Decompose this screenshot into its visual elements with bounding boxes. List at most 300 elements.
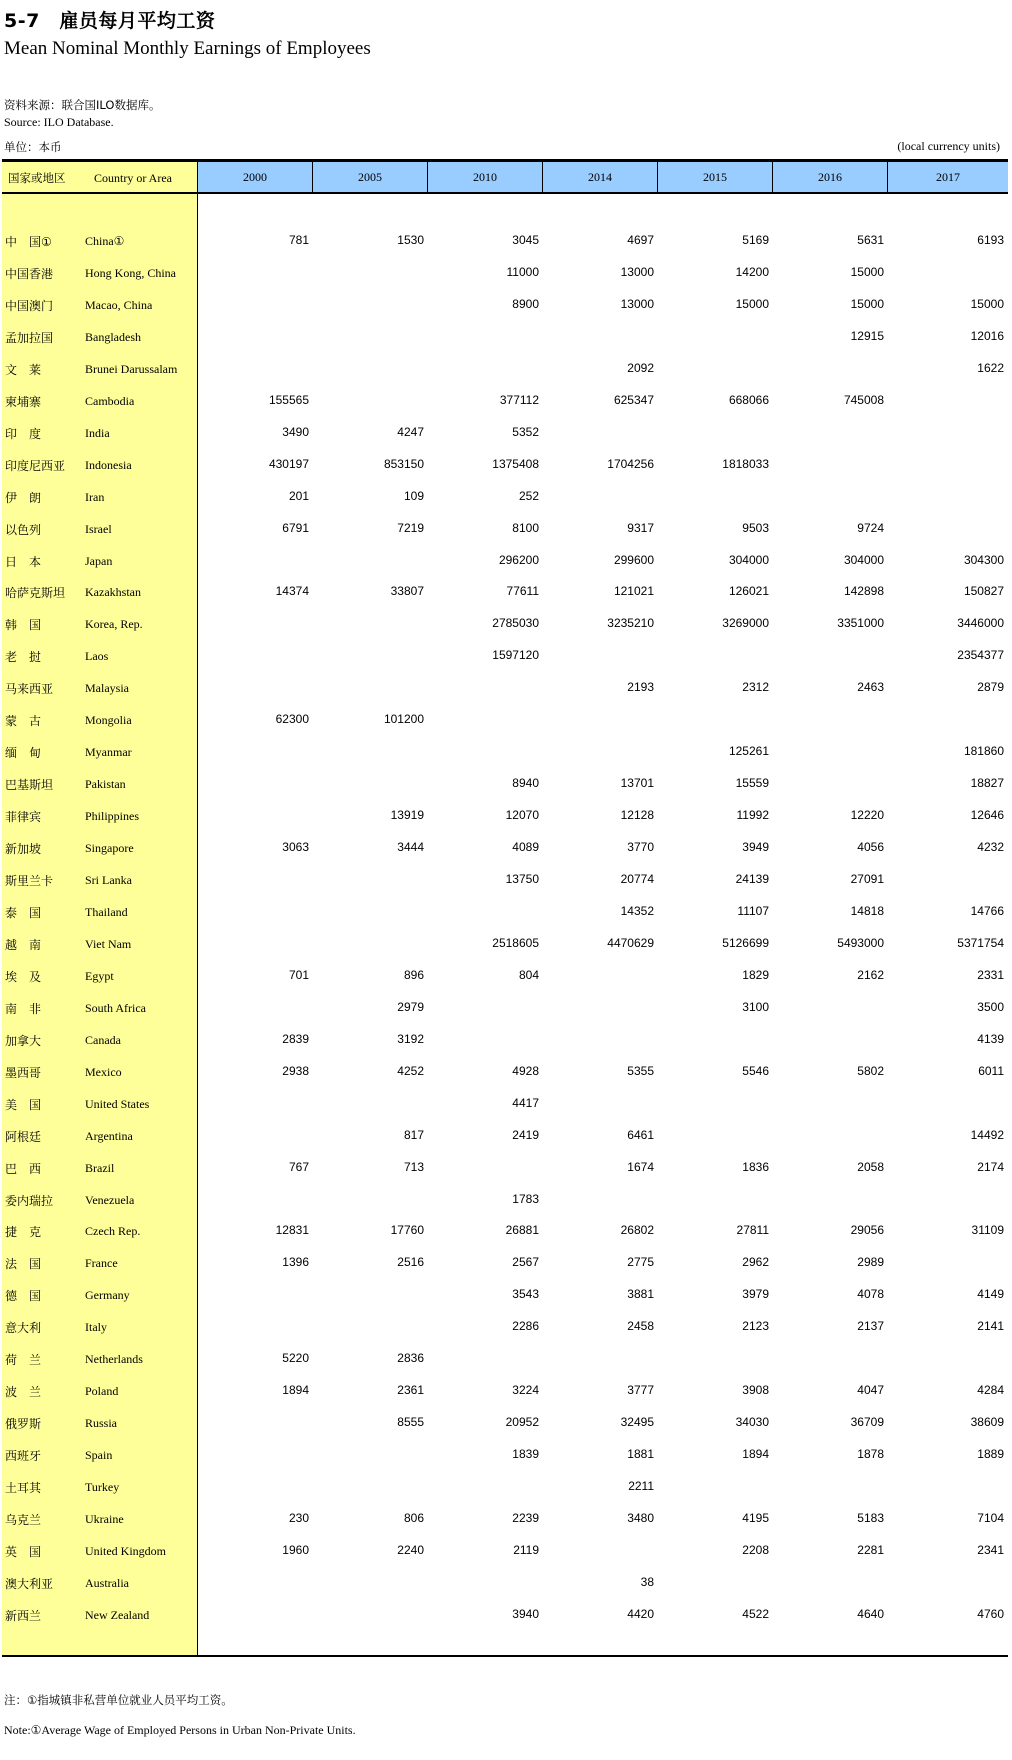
table-header [2,162,1008,192]
value-cell: 8940 [512,776,539,791]
value-cell: 3908 [742,1383,769,1398]
country-name-en: Philippines [85,809,140,824]
value-cell: 13701 [620,776,654,791]
country-name-cn: 中国澳门 [5,298,54,313]
country-name-en: Korea, Rep. [85,617,143,632]
value-cell: 701 [288,967,309,982]
country-name-en: Brazil [85,1160,115,1175]
value-cell: 15000 [970,296,1004,311]
value-cell: 33807 [390,584,424,599]
country-name-en: Germany [85,1288,130,1303]
value-cell: 3949 [742,840,769,855]
value-cell: 1597120 [492,648,539,663]
table-row [2,897,1008,929]
table-row [2,258,1008,290]
value-cell: 5169 [742,233,769,247]
country-name-en: Mongolia [85,713,132,728]
value-cell: 3940 [512,1606,539,1621]
value-cell: 3224 [512,1383,539,1398]
value-cell: 1530 [397,233,424,247]
country-name-cn: 韩 国 [5,618,42,633]
value-cell: 7104 [977,1511,1004,1525]
value-cell: 181860 [963,744,1004,759]
country-name-cn: 委内瑞拉 [5,1193,54,1208]
table-row [2,1504,1008,1536]
country-name-en: Egypt [85,968,114,983]
table-row [2,1376,1008,1408]
value-cell: 32495 [620,1415,654,1430]
value-cell: 20952 [505,1415,539,1430]
table-row [2,1153,1008,1185]
value-cell: 767 [288,1159,309,1174]
country-name-en: Israel [85,521,112,536]
value-cell: 3500 [977,999,1004,1014]
value-cell: 4522 [742,1606,769,1621]
country-name-cn: 加拿大 [5,1033,42,1048]
value-cell: 8555 [397,1415,424,1430]
value-cell: 3777 [627,1383,654,1398]
value-cell: 12646 [970,808,1004,823]
country-name-cn: 以色列 [5,522,42,537]
country-name-en: Thailand [85,904,128,919]
value-cell: 2141 [977,1319,1004,1334]
country-name-cn: 菲律宾 [5,810,42,825]
table-row [2,1344,1008,1376]
value-cell: 5371754 [957,935,1004,950]
value-cell: 4420 [627,1606,654,1621]
value-cell: 1704256 [607,456,654,471]
value-cell: 27091 [850,872,884,886]
value-cell: 8100 [512,520,539,535]
country-name-cn: 英 国 [5,1544,42,1559]
value-cell: 6193 [977,233,1004,247]
value-cell: 1894 [282,1383,309,1398]
value-cell: 4252 [397,1063,424,1078]
value-cell: 4640 [857,1606,884,1621]
value-cell: 1829 [742,967,769,982]
value-cell: 804 [518,967,539,982]
country-name-cn: 墨西哥 [5,1065,42,1080]
value-cell: 109 [403,488,424,503]
value-cell: 14818 [850,903,884,918]
country-name-cn: 埃 及 [5,969,42,984]
header-country-cell [2,162,198,192]
value-cell: 1375408 [492,456,539,471]
country-name-en: Venezuela [85,1192,135,1207]
value-cell: 1894 [742,1447,769,1462]
value-cell: 12915 [850,328,884,343]
value-cell: 6461 [627,1127,654,1142]
table-row [2,1600,1008,1632]
value-cell: 150827 [963,584,1004,599]
table-row [2,482,1008,514]
value-cell: 36709 [850,1415,884,1430]
value-cell: 5183 [857,1511,884,1525]
value-cell: 2518605 [492,935,539,950]
value-cell: 2058 [857,1159,884,1174]
value-cell: 14200 [735,264,769,279]
value-cell: 12831 [275,1223,309,1238]
table-row [2,450,1008,482]
value-cell: 3269000 [722,616,769,631]
value-cell: 121021 [613,584,654,599]
country-name-cn: 马来西亚 [5,682,54,697]
country-name-cn: 斯里兰卡 [5,874,54,888]
country-name-en: Czech Rep. [85,1224,141,1239]
value-cell: 11107 [737,903,769,918]
value-cell: 9317 [627,520,654,535]
value-cell: 5352 [512,424,539,439]
value-cell: 1889 [977,1447,1004,1462]
value-cell: 1881 [627,1447,654,1462]
table-row [2,833,1008,865]
country-name-en: Argentina [85,1128,133,1143]
country-name-en: Japan [85,553,113,568]
header-year: 2015 [658,162,773,192]
value-cell: 12128 [620,808,654,823]
value-cell: 2354377 [957,648,1004,663]
table-row [2,1568,1008,1600]
value-cell: 1839 [512,1447,539,1462]
value-cell: 4056 [857,840,884,855]
value-cell: 4078 [857,1287,884,1302]
table-row [2,1089,1008,1121]
table-row [2,354,1008,386]
country-name-en: Cambodia [85,393,135,408]
value-cell: 6011 [978,1063,1004,1078]
country-name-cn: 土耳其 [5,1481,42,1496]
country-name-cn: 美 国 [5,1097,42,1112]
value-cell: 2979 [397,999,424,1014]
country-name-cn: 缅 甸 [5,746,42,761]
value-cell: 2458 [627,1319,654,1334]
value-cell: 26802 [620,1223,654,1238]
value-cell: 38609 [970,1415,1004,1430]
value-cell: 11992 [736,808,769,823]
country-name-cn: 澳大利亚 [5,1576,54,1591]
value-cell: 2938 [282,1063,309,1078]
value-cell: 2239 [512,1511,539,1525]
value-cell: 252 [518,488,539,503]
country-name-en: Indonesia [85,457,132,472]
table-bottom-rule [2,1655,1008,1657]
value-cell: 34030 [735,1415,769,1430]
country-name-cn: 巴 西 [5,1161,42,1176]
value-cell: 1960 [282,1542,309,1557]
value-cell: 9724 [857,520,884,535]
country-name-en: Myanmar [85,745,132,760]
value-cell: 2312 [742,680,769,695]
value-cell: 2463 [857,680,884,695]
country-name-en: India [85,425,110,440]
table-row [2,514,1008,546]
country-name-en: Singapore [85,841,134,856]
table-row [2,1280,1008,1312]
table-row [2,322,1008,354]
value-cell: 5220 [282,1351,309,1366]
value-cell: 3490 [282,424,309,439]
table-row [2,386,1008,418]
value-cell: 4195 [742,1511,769,1525]
value-cell: 2962 [742,1255,769,1270]
table-row [2,1408,1008,1440]
country-name-en: Pakistan [85,777,126,792]
table-row [2,961,1008,993]
table-row [2,1536,1008,1568]
value-cell: 2785030 [492,616,539,631]
country-name-cn: 俄罗斯 [5,1417,42,1432]
value-cell: 668066 [728,392,769,407]
value-cell: 781 [288,233,309,247]
value-cell: 62300 [275,712,309,727]
value-cell: 5546 [742,1063,769,1078]
country-name-en: Malaysia [85,681,129,696]
value-cell: 1622 [977,360,1004,375]
country-name-en: Viet Nam [85,936,132,951]
value-cell: 2341 [977,1542,1004,1557]
country-name-en: Laos [85,649,109,664]
country-name-cn: 巴基斯坦 [5,778,54,793]
country-name-cn: 波 兰 [5,1385,42,1400]
country-name-en: Sri Lanka [85,873,132,887]
value-cell: 15000 [850,264,884,279]
table-row [2,1057,1008,1089]
country-name-en: Macao, China [85,297,153,312]
value-cell: 4232 [977,840,1004,855]
value-cell: 9503 [742,520,769,535]
value-cell: 4247 [397,424,424,439]
value-cell: 1783 [512,1191,539,1206]
value-cell: 817 [403,1127,424,1142]
page-title-cn: 5-7 雇员每月平均工资 [4,10,216,32]
value-cell: 15559 [735,776,769,791]
value-cell: 2092 [627,360,654,375]
value-cell: 430197 [268,456,309,471]
value-cell: 2240 [397,1542,424,1557]
country-name-cn: 泰 国 [5,905,42,920]
value-cell: 12070 [505,808,539,823]
value-cell: 26881 [505,1223,539,1238]
value-cell: 13000 [620,264,654,279]
value-cell: 5355 [627,1063,654,1078]
value-cell: 13750 [505,872,539,886]
country-name-cn: 蒙 古 [5,714,42,729]
value-cell: 304000 [728,552,769,567]
value-cell: 5493000 [837,935,884,950]
table-row [2,737,1008,769]
value-cell: 304300 [963,552,1004,567]
header-year: 2016 [773,162,888,192]
value-cell: 2516 [397,1255,424,1270]
value-cell: 126021 [728,584,769,599]
header-year: 2005 [313,162,428,192]
value-cell: 2361 [397,1383,424,1398]
value-cell: 13000 [620,296,654,311]
country-name-en: United States [85,1096,150,1111]
country-name-cn: 印 度 [5,426,42,441]
value-cell: 2879 [977,680,1004,695]
country-name-cn: 文 莱 [5,362,42,377]
table-row [2,1185,1008,1217]
value-cell: 4047 [857,1383,884,1398]
country-name-cn: 德 国 [5,1289,42,1304]
value-cell: 2286 [512,1319,539,1334]
table-row [2,226,1008,258]
value-cell: 2419 [512,1127,539,1142]
table-row [2,1121,1008,1153]
country-name-en: Spain [85,1448,113,1463]
country-name-cn: 新加坡 [5,842,42,857]
value-cell: 12220 [850,808,884,823]
value-cell: 11000 [506,264,539,279]
country-name-en: China① [85,234,125,248]
value-cell: 4089 [512,840,539,855]
table-row [2,609,1008,641]
table-row [2,1440,1008,1472]
source-cn: 资料来源：联合国ILO数据库。 [4,98,161,112]
country-name-cn: 中国香港 [5,266,54,281]
value-cell: 377112 [499,392,539,407]
country-name-cn: 柬埔寨 [5,394,42,409]
country-name-en: Australia [85,1575,129,1590]
value-cell: 299600 [613,552,654,567]
header-country-cn: 国家或地区 [8,171,66,185]
value-cell: 201 [288,488,309,503]
country-name-cn: 越 南 [5,937,42,952]
value-cell: 2123 [742,1319,769,1334]
country-name-en: Russia [85,1416,118,1431]
country-name-en: Ukraine [85,1512,124,1526]
value-cell: 1836 [742,1159,769,1174]
value-cell: 17760 [390,1223,424,1238]
value-cell: 1878 [857,1447,884,1462]
value-cell: 2193 [627,680,654,695]
value-cell: 806 [403,1511,424,1525]
value-cell: 3351000 [837,616,884,631]
country-name-en: Canada [85,1032,121,1047]
value-cell: 2989 [857,1255,884,1270]
value-cell: 2211 [628,1479,654,1494]
table-row [2,705,1008,737]
value-cell: 1674 [627,1159,654,1174]
value-cell: 2567 [512,1255,539,1270]
country-name-cn: 荷 兰 [5,1353,42,1368]
header-country-en: Country or Area [94,171,172,185]
value-cell: 3446000 [957,616,1004,631]
value-cell: 2281 [857,1542,884,1557]
value-cell: 3444 [397,840,424,855]
country-name-en: New Zealand [85,1607,150,1622]
table-row [2,801,1008,833]
value-cell: 896 [403,967,424,982]
table-row [2,577,1008,609]
table-row [2,769,1008,801]
country-name-en: Bangladesh [85,329,141,344]
footnote-cn: 注：①指城镇非私营单位就业人员平均工资。 [4,1693,233,1707]
value-cell: 4760 [977,1606,1004,1621]
country-name-en: Kazakhstan [85,585,141,600]
earnings-table [0,159,1008,1657]
header-year: 2017 [936,170,960,184]
table-row [2,546,1008,578]
value-cell: 625347 [613,392,654,407]
value-cell: 2174 [977,1159,1004,1174]
value-cell: 4697 [627,233,654,247]
country-name-cn: 伊 朗 [5,490,42,505]
country-name-cn: 意大利 [5,1321,42,1336]
value-cell: 4149 [977,1287,1004,1302]
value-cell: 2836 [397,1351,424,1366]
value-cell: 2119 [513,1542,539,1557]
page-title-en: Mean Nominal Monthly Earnings of Employees [4,38,371,59]
country-name-en: Italy [85,1320,107,1335]
value-cell: 14374 [275,584,309,599]
value-cell: 3979 [742,1287,769,1302]
value-cell: 3045 [512,233,539,247]
value-cell: 1818033 [722,456,769,471]
country-name-cn: 孟加拉国 [5,330,54,345]
table-row [2,1025,1008,1057]
country-name-en: Turkey [85,1480,120,1495]
value-cell: 2775 [627,1255,654,1270]
value-cell: 14766 [970,903,1004,918]
value-cell: 853150 [383,456,424,471]
value-cell: 4470629 [607,935,654,950]
value-cell: 15000 [735,296,769,311]
value-cell: 142898 [843,584,884,599]
value-cell: 713 [403,1159,424,1174]
country-name-en: Netherlands [85,1352,143,1367]
value-cell: 4139 [977,1031,1004,1046]
value-cell: 3881 [627,1287,654,1302]
value-cell: 13919 [390,808,424,823]
value-cell: 20774 [620,872,654,886]
table-row [2,1216,1008,1248]
table-row [2,290,1008,322]
country-name-en: Mexico [85,1064,122,1079]
table-row [2,993,1008,1025]
country-name-en: South Africa [85,1000,146,1015]
value-cell: 24139 [735,872,769,886]
country-name-cn: 阿根廷 [5,1129,42,1144]
footnote-en: Note:①Average Wage of Employed Persons in Urban Non-Private Units. [4,1723,356,1737]
value-cell: 101200 [383,712,424,727]
country-name-en: Poland [85,1384,119,1399]
header-year: 2000 [198,162,313,192]
table-row [2,929,1008,961]
unit-en: (local currency units) [897,139,1000,153]
value-cell: 3100 [742,999,769,1014]
value-cell: 2208 [742,1542,769,1557]
value-cell: 5126699 [722,935,769,950]
value-cell: 3192 [397,1031,424,1046]
table-row [2,673,1008,705]
country-name-cn: 新西兰 [5,1608,42,1623]
value-cell: 125261 [728,744,769,759]
table-row [2,418,1008,450]
value-cell: 12016 [970,328,1004,343]
country-name-cn: 中 国① [5,235,52,249]
value-cell: 296200 [498,552,539,567]
country-name-en: Brunei Darussalam [85,361,178,376]
country-name-cn: 法 国 [5,1257,42,1272]
value-cell: 5631 [857,233,884,247]
country-name-cn: 捷 克 [5,1225,42,1240]
value-cell: 2839 [282,1031,309,1046]
value-cell: 4928 [512,1063,539,1078]
value-cell: 3770 [627,840,654,855]
header-year: 2010 [428,162,543,192]
